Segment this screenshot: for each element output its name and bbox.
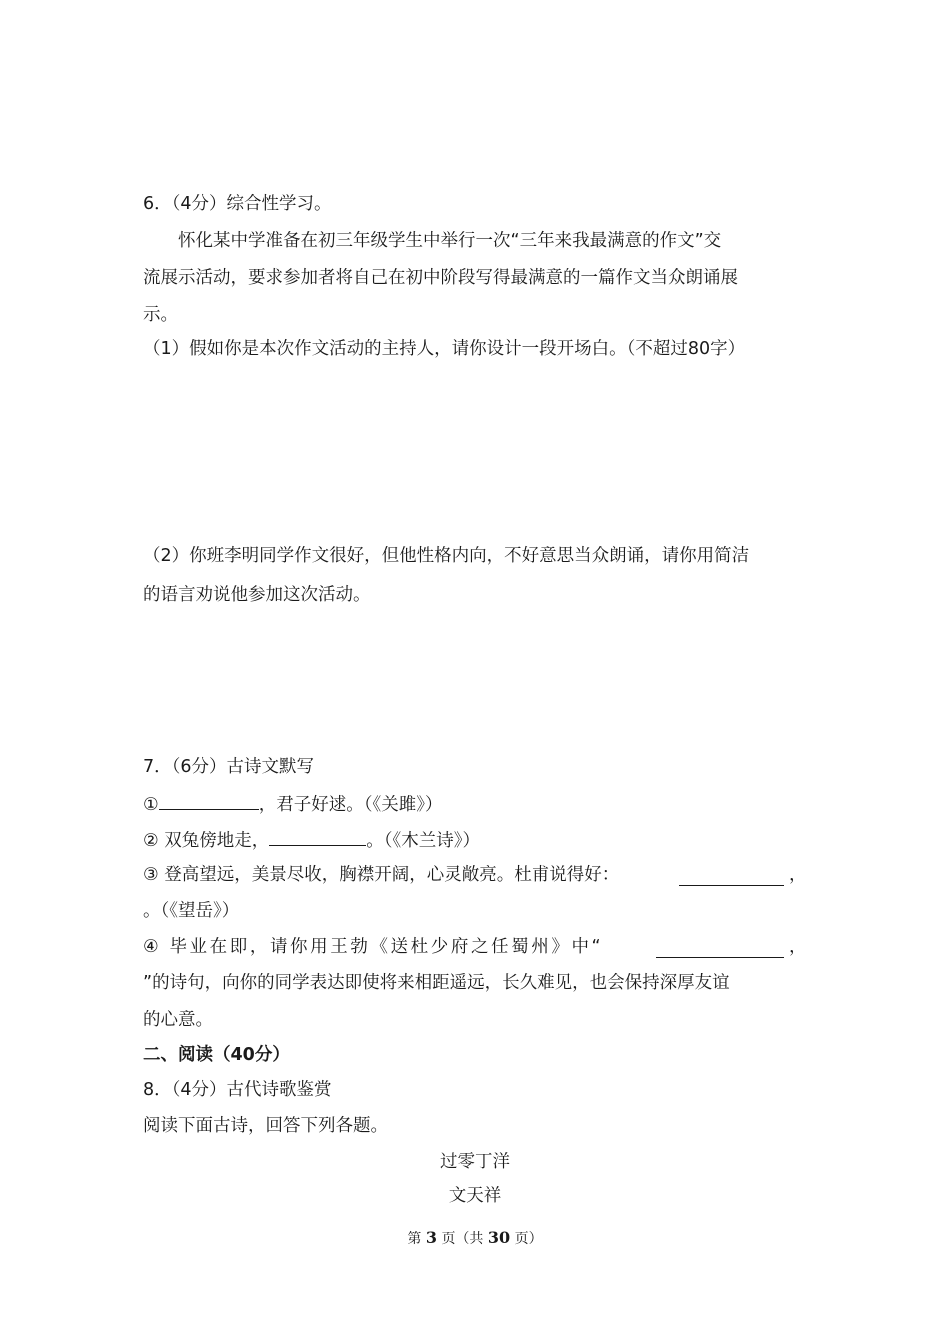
q7-item-1-prefix: ① — [143, 795, 159, 815]
q7-item-3-comma: ， — [789, 865, 807, 885]
q7-item-4-text: ④ 毕业在即，请你用王勃《送杜少府之任蜀州》中“ — [143, 937, 604, 957]
q7-item-4-line-2: ”的诗句，向你的同学表达即使将来相距遥远，长久难见，也会保持深厚友谊 — [143, 973, 730, 993]
q7-title: 7．（6分）古诗文默写 — [143, 757, 315, 777]
q7-item-3-blank[interactable] — [679, 867, 784, 886]
q7-item-2-prefix: ② 双兔傍地走， — [143, 831, 270, 851]
q7-item-4-comma: ， — [789, 937, 807, 957]
section-2-heading: 二、阅读（40分） — [143, 1045, 290, 1065]
footer-suffix: 页） — [514, 1231, 543, 1247]
q7-item-1 — [143, 791, 442, 817]
q7-item-3 — [143, 863, 619, 887]
footer-mid: 页（共 — [441, 1231, 484, 1247]
q6-passage-line-3: 示。 — [143, 305, 178, 325]
q7-item-1-suffix: ，君子好逑。（《关雎》） — [258, 795, 443, 815]
poem-author: 文天祥 — [448, 1186, 502, 1206]
q8-title: 8．（4分）古代诗歌鉴赏 — [143, 1080, 332, 1100]
q7-item-4 — [143, 935, 603, 959]
q6-sub2-line-1: （2）你班李明同学作文很好，但他性格内向，不好意思当众朗诵，请你用简洁 — [143, 546, 750, 566]
q6-sub1: （1）假如你是本次作文活动的主持人，请你设计一段开场白。（不超过80字） — [143, 339, 746, 359]
q7-item-3-text: ③ 登高望远，美景尽收，胸襟开阔，心灵敞亮。杜甫说得好： — [143, 865, 620, 885]
q7-item-2-suffix: 。（《木兰诗》） — [366, 831, 481, 851]
q6-sub2-line-2: 的语言劝说他参加这次活动。 — [143, 585, 371, 605]
page-footer — [0, 1228, 950, 1249]
q6-title: 6．（4分）综合性学习。 — [143, 194, 332, 214]
q8-instruction: 阅读下面古诗，回答下列各题。 — [143, 1116, 388, 1136]
q7-item-4-line-3: 的心意。 — [143, 1010, 213, 1030]
q6-passage-line-2: 流展示活动，要求参加者将自己在初中阶段写得最满意的一篇作文当众朗诵展 — [143, 268, 738, 288]
q7-item-2-blank[interactable] — [269, 827, 366, 846]
q7-item-3-line-2: 。（《望岳》） — [143, 901, 240, 921]
q7-item-1-blank[interactable] — [159, 791, 259, 810]
footer-total-pages: 30 — [487, 1228, 511, 1247]
poem-title: 过零丁洋 — [440, 1152, 510, 1172]
q7-item-4-blank[interactable] — [656, 939, 784, 958]
footer-prefix: 第 — [407, 1231, 422, 1247]
footer-page-number: 3 — [425, 1228, 437, 1247]
q7-item-2 — [143, 827, 480, 853]
q6-passage-line-1: 怀化某中学准备在初三年级学生中举行一次“三年来我最满意的作文”交 — [178, 231, 722, 251]
